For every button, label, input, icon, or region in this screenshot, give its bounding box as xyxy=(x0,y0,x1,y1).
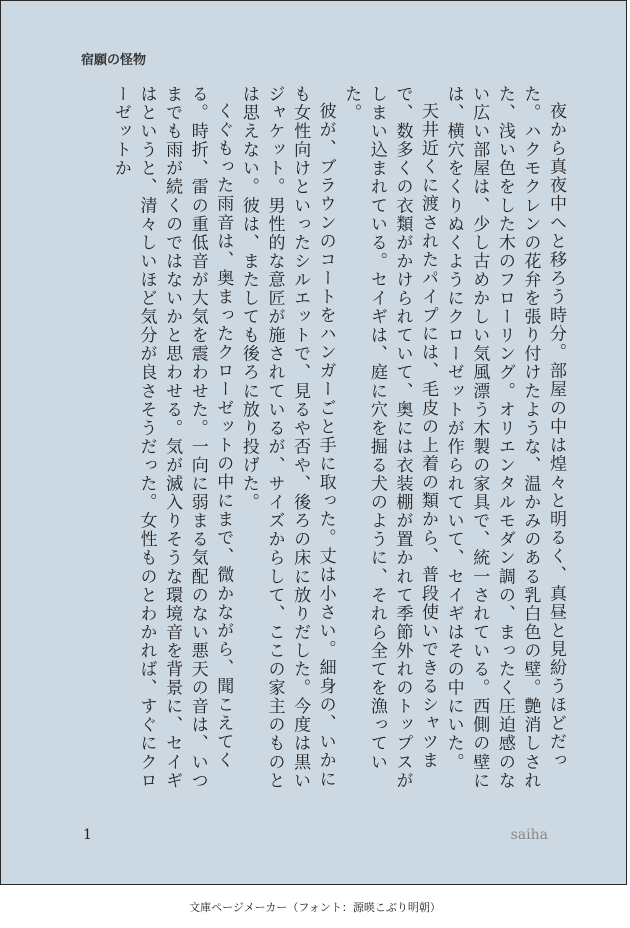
paragraph: 彼が、ブラウンのコートをハンガーごと手に取った。丈は小さい。細身の、いかにも女性向けといったシルエットで、見るや否や、後ろの床に放りだした。今度は黒いジャケット。男性的な意匠が施されているが、サイズからして、ここの家主のものとは思えない。彼は、またしても後ろに放り投げた。 xyxy=(238,85,336,790)
paragraph: 夜から真夜中へと移ろう時分。部屋の中は煌々と明るく、真昼と見紛うほどだった。ハクモクレンの花弁を張り付けたような、温かみのある乳白色の壁。艶消しされた、浅い色をした木のフローリング。オリエンタルモダン調の、まったく圧迫感のない広い部屋は、少し古めかしい気風漂う木製の家具で、統一されている。西側の壁には、横穴をくりぬくようにクローゼットが作られていて、セイギはその中にいた。 xyxy=(443,85,566,790)
author-name: saiha xyxy=(510,827,548,843)
body-text xyxy=(68,85,568,805)
footer-credit: 文庫ページメーカー（フォント：源暎こぶり明朝） xyxy=(189,901,441,914)
page-title: 宿願の怪物 xyxy=(81,53,147,68)
page-number: 1 xyxy=(83,827,92,843)
paragraph: くぐもった雨音は、奥まったクローゼットの中にまで、微かながら、聞こえてくる。時折、雷の重低音が大気を震わせた。一向に弱まる気配のない悪天の音は、いつまでも雨が続くのではないかと思わせる。気が滅入りそうな環境音を背景に、セイギはというと、清々しいほど気分が良さそうだった。女性ものとわかれば、すぐにクローゼットか xyxy=(110,85,234,790)
paragraph: 天井近くに渡されたパイプには、毛皮の上着の類から、普段使いできるシャツまで、数多くの衣類がかけられていて、奥には衣装棚が置かれて季節外れのトップスがしまい込まれている。セイギは、庭に穴を掘る犬のように、それら全てを漁っていた。 xyxy=(341,85,439,790)
